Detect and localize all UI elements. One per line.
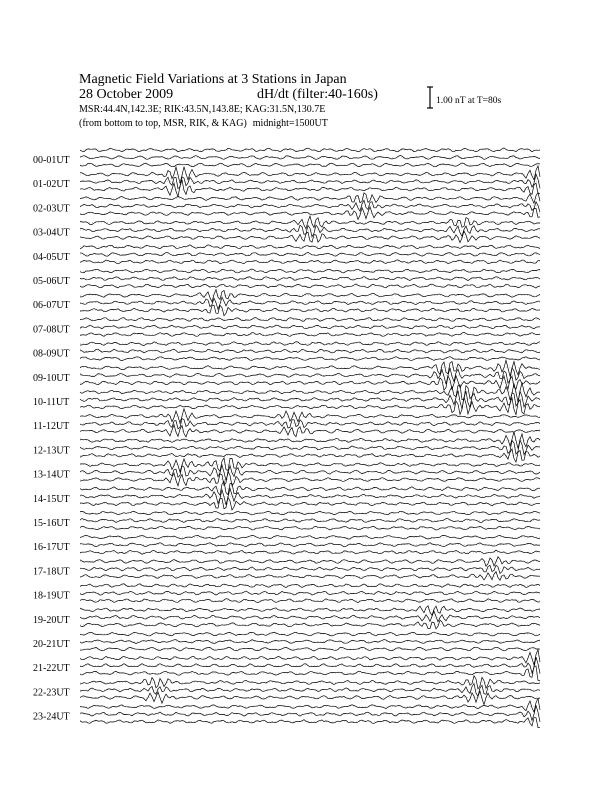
station-trace xyxy=(80,657,540,674)
station-trace xyxy=(80,705,540,722)
station-trace xyxy=(80,193,540,204)
station-trace xyxy=(80,297,540,309)
station-trace xyxy=(80,376,540,391)
station-trace xyxy=(80,620,540,629)
hour-row-label: 06-07UT xyxy=(33,300,70,312)
station-trace xyxy=(80,572,540,581)
hour-row-label: 07-08UT xyxy=(33,324,70,336)
station-trace xyxy=(80,535,540,539)
hour-row-label: 05-06UT xyxy=(33,276,70,287)
station-trace xyxy=(80,174,540,188)
station-trace xyxy=(80,342,540,346)
order-text: (from bottom to top, MSR, RIK, & KAG) xyxy=(79,118,247,129)
station-trace xyxy=(80,425,540,437)
station-trace xyxy=(80,318,540,322)
station-trace xyxy=(80,357,540,361)
station-trace xyxy=(80,409,540,423)
station-trace xyxy=(80,200,540,212)
station-trace xyxy=(80,432,540,449)
hour-row-label: 15-16UT xyxy=(33,518,70,529)
hour-row-label: 08-09UT xyxy=(33,348,70,360)
station-trace xyxy=(80,489,540,505)
station-trace xyxy=(80,290,540,302)
station-trace xyxy=(80,650,540,665)
station-trace xyxy=(80,497,540,510)
station-trace xyxy=(80,472,540,486)
hour-row-label: 09-10UT xyxy=(33,372,70,384)
station-trace xyxy=(80,543,540,547)
station-trace xyxy=(80,180,540,197)
hour-row-label: 02-03UT xyxy=(33,203,70,215)
hour-row-label: 18-19UT xyxy=(33,590,70,602)
station-trace xyxy=(80,349,540,353)
hour-row-label: 16-17UT xyxy=(33,542,70,554)
station-trace xyxy=(80,305,540,316)
scale-bar-icon xyxy=(427,87,433,108)
station-coordinates: MSR:44.4N,142.3E; RIK:43.5N,143.8E; KAG:31.5N,130.7E xyxy=(79,104,326,115)
date-text: 28 October 2009 xyxy=(79,87,174,102)
hour-row-label: 13-14UT xyxy=(33,469,70,481)
hour-row-label: 22-23UT xyxy=(33,687,70,699)
station-trace xyxy=(80,699,540,713)
station-trace xyxy=(80,599,540,603)
hour-row-label: 10-11UT xyxy=(33,397,70,408)
station-trace xyxy=(80,606,540,616)
filter-label: (filter:40-160s) xyxy=(292,87,378,102)
station-trace xyxy=(80,684,540,697)
midnight-note: midnight=1500UT xyxy=(252,118,328,129)
station-trace xyxy=(80,207,540,220)
hour-row-label: 12-13UT xyxy=(33,445,70,457)
hour-row-label: 04-05UT xyxy=(33,251,70,263)
station-trace xyxy=(80,691,540,705)
station-trace xyxy=(80,383,540,402)
hour-row-label: 21-22UT xyxy=(33,663,70,675)
station-trace xyxy=(80,360,540,376)
station-trace xyxy=(80,550,540,554)
hour-row-label: 00-01UT xyxy=(33,155,70,166)
station-trace xyxy=(80,440,540,455)
station-trace xyxy=(80,718,540,728)
hour-row-label: 17-18UT xyxy=(33,566,70,578)
station-trace xyxy=(80,225,540,237)
station-trace xyxy=(80,666,540,681)
hour-row-label: 23-24UT xyxy=(33,711,70,723)
hour-row-label: 01-02UT xyxy=(33,179,70,191)
station-trace xyxy=(80,481,540,495)
scale-bar-label: 1.00 nT at T=80s xyxy=(436,96,502,106)
station-trace xyxy=(80,231,540,242)
hour-row-label: 19-20UT xyxy=(33,614,70,626)
chart-title: Magnetic Field Variations at 3 Stations in Japan xyxy=(79,72,347,87)
hour-row-label: 11-12UT xyxy=(33,421,70,433)
station-trace xyxy=(80,565,540,573)
hour-row-label: 20-21UT xyxy=(33,639,70,650)
station-trace xyxy=(80,419,540,429)
station-trace xyxy=(80,611,540,622)
station-trace xyxy=(80,163,540,167)
station-trace xyxy=(80,458,540,472)
quantity-label: dH/dt xyxy=(257,87,289,102)
hour-row-label: 03-04UT xyxy=(33,227,70,239)
station-trace xyxy=(80,391,540,410)
hour-row-label: 14-15UT xyxy=(33,493,70,505)
